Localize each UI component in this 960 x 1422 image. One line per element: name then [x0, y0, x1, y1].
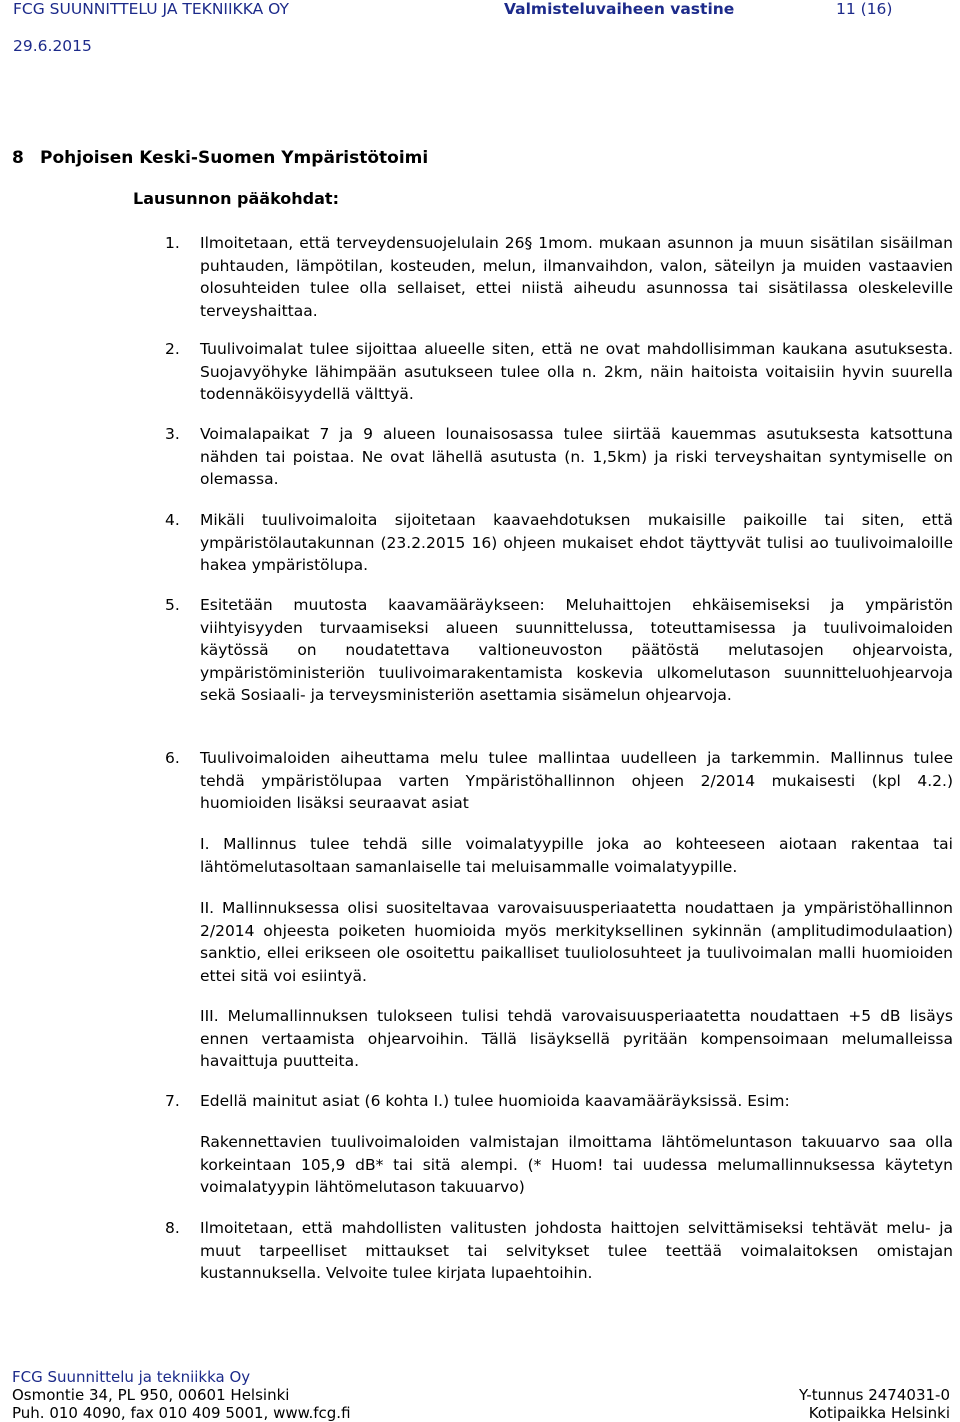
list-item-number: 4. — [165, 511, 180, 529]
footer-company: FCG Suunnittelu ja tekniikka Oy — [12, 1368, 251, 1386]
list-item-text: Mikäli tuulivoimaloita sijoitetaan kaavaehdotuksen mukaisille paikoille tai siten, että ympäristölautakunnan (23.2.2015 16) ohjeen mukaiset ehdot täyttyvät tulisi ao tuulivoimaloille hakea ympäristölupa. — [200, 511, 953, 574]
list-item-text: Tuulivoimaloiden aiheuttama melu tulee mallintaa uudelleen ja tarkemmin. Mallinnus tulee tehdä ympäristölupaa varten Ympäristöhallinnon ohjeen 2/2014 mukaisesti (kpl 4.2.) huomioiden lisäksi seuraavat asiat — [200, 749, 953, 812]
list-item — [165, 232, 953, 322]
list-item — [165, 747, 953, 815]
list-item-text: Edellä mainitut asiat (6 kohta I.) tulee huomioida kaavamääräyksissä. Esim: — [200, 1092, 790, 1110]
list-item-number: 7. — [165, 1092, 180, 1110]
list-item-number: 1. — [165, 234, 180, 252]
list-item-text: Tuulivoimalat tulee sijoittaa alueelle siten, että ne ovat mahdollisimman kaukana asutuksesta. Suojavyöhyke lähimpään asutukseen tulee olla n. 2km, näin haitoista voitaisiin hyvin suurella todennäköisyydellä välttyä. — [200, 340, 953, 403]
list-subitem — [200, 1131, 953, 1199]
list-item-text: Voimalapaikat 7 ja 9 alueen lounaisosassa tulee siirtää kauemmas asutuksesta katsottuna nähden tai poistaa. Ne ovat lähellä asutusta (n. 1,5km) ja riski terveyshaitan syntymiselle on olemassa. — [200, 425, 953, 488]
list-item-number: 6. — [165, 749, 180, 767]
header-page-number: 11 (16) — [836, 0, 893, 18]
section-number: 8 — [12, 148, 24, 168]
list-item — [165, 594, 953, 707]
list-subitem-text: III. Melumallinnuksen tulokseen tulisi tehdä varovaisuusperiaatetta noudattaen +5 dB lisäys ennen vertaamista ohjearvoihin. Tällä lisäyksellä pyritään kompensoimaan melumalleissa havaittuja puutteita. — [200, 1007, 953, 1070]
list-item — [165, 423, 953, 491]
section-subtitle: Lausunnon pääkohdat: — [133, 189, 339, 208]
list-subitem — [200, 833, 953, 878]
header-document-title: Valmisteluvaiheen vastine — [504, 0, 735, 18]
list-item-number: 5. — [165, 596, 180, 614]
footer-contact: Puh. 010 4090, fax 010 409 5001, www.fcg.fi — [12, 1404, 351, 1422]
section-title: Pohjoisen Keski-Suomen Ympäristötoimi — [40, 148, 429, 168]
list-item — [165, 1217, 953, 1285]
list-subitem — [200, 1005, 953, 1073]
list-item-number: 2. — [165, 340, 180, 358]
list-subitem-text: I. Mallinnus tulee tehdä sille voimalatyypille joka ao kohteeseen aiotaan rakentaa tai lähtömelutasoltaan samanlaiselle tai meluisammalle voimalatyypille. — [200, 835, 953, 876]
list-item-text: Esitetään muutosta kaavamääräykseen: Meluhaittojen ehkäisemiseksi ja ympäristön viihtyisyyden turvaamiseksi alueen suunnittelussa, toteuttamisessa ja tuulivoimaloiden käytössä on noudatettava valtioneuvoston päätöstä melutasojen ohjearvoista, ympäristöministeriön tuulivoimarakentamista koskevia ulkomelutason suunnitteluohjearvoja sekä Sosiaali- ja terveysministeriön asettamia sisämelun ohjearvoja. — [200, 596, 953, 704]
header-company: FCG SUUNNITTELU JA TEKNIIKKA OY — [13, 0, 289, 18]
list-item-text: Ilmoitetaan, että terveydensuojelulain 26§ 1mom. mukaan asunnon ja muun sisätilan sisäilman puhtauden, lämpötilan, kosteuden, melun, ilmanvaihdon, valon, säteilyn ja muiden vastaavien olosuhteiden tulee olla sellaiset, ettei niistä aiheudu asunnossa tai sisätilassa oleskeleville terveyshaittaa. — [200, 234, 953, 320]
list-subitem-text: Rakennettavien tuulivoimaloiden valmistajan ilmoittama lähtömeluntason takuuarvo saa olla korkeintaan 105,9 dB* tai sitä alempi. (* Huom! tai uudessa melumallinnuksessa käytetyn voimalatyypin lähtömelutason takuuarvo) — [200, 1133, 953, 1196]
list-item-number: 3. — [165, 425, 180, 443]
list-subitem-text: II. Mallinnuksessa olisi suositeltavaa varovaisuusperiaatetta noudattaen ja ympäristöhallinnon 2/2014 ohjeesta poiketen huomioida myös merkityksellinen sykinnän (amplitudimodulaation) sanktio, ellei erikseen ole osoitettu paikalliset tuuliolosuhteet ja tuulivoimalan malli huomioiden ettei sitä voi esiintyä. — [200, 899, 953, 985]
list-subitem — [200, 897, 953, 987]
list-item-text: Ilmoitetaan, että mahdollisten valitusten johdosta haittojen selvittämiseksi tehtävät melu- ja muut tarpeelliset mittaukset tai selvitykset tulee teettää voimalaitoksen omistajan kustannuksella. Velvoite tulee kirjata lupaehtoihin. — [200, 1219, 953, 1282]
section-heading — [12, 148, 428, 168]
footer-business-id: Y-tunnus 2474031-0 — [798, 1386, 950, 1404]
header-date: 29.6.2015 — [13, 37, 92, 55]
footer-address: Osmontie 34, PL 950, 00601 Helsinki — [12, 1386, 290, 1404]
page-footer — [12, 1368, 950, 1422]
list-item — [165, 509, 953, 577]
footer-domicile: Kotipaikka Helsinki — [808, 1404, 950, 1422]
list-item — [165, 338, 953, 406]
list-item-number: 8. — [165, 1219, 180, 1237]
list-item — [165, 1090, 953, 1113]
page-header — [10, 0, 950, 55]
